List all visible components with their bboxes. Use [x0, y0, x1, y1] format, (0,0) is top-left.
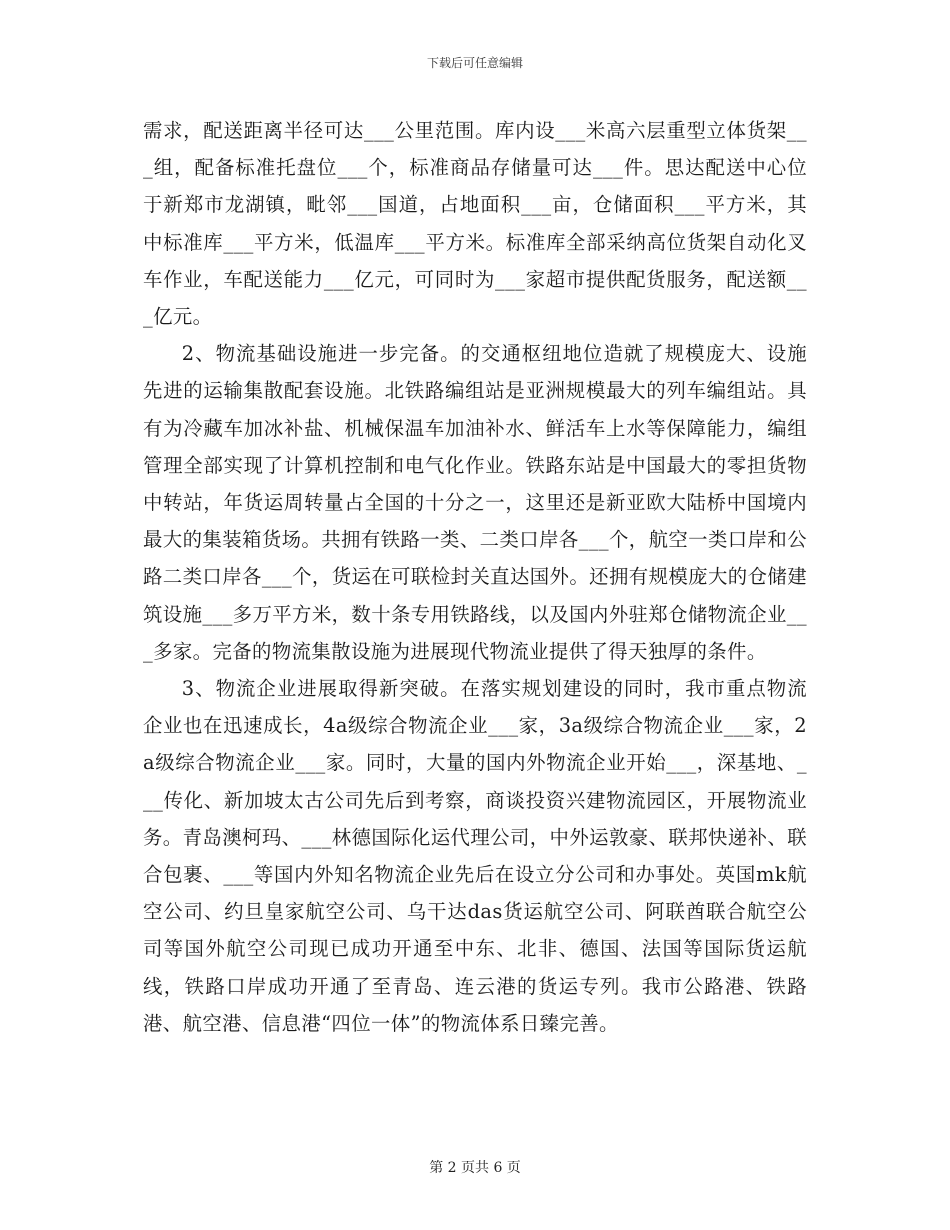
page-number-footer: 第 2 页共 6 页 — [429, 1160, 521, 1176]
paragraph-delivery-center: 需求，配送距离半径可达___公里范围。库内设___米高六层重型立体货架___组，配备标准托盘位___个，标准商品存储量可达___件。思达配送中心位于新郑市龙湖镇，毗邻___国道，占地面积___亩，仓储面积___平方米，其中标准库___平方米，低温库___平方米。标准库全部采纳高位货架自动化叉车作业，车配送能力___亿元，可同时为___家超市提供配货服务，配送额___亿元。 — [143, 119, 807, 329]
document-body — [143, 112, 807, 1042]
paragraph-infrastructure: 2、物流基础设施进一步完备。的交通枢纽地位造就了规模庞大、设施先进的运输集散配套设施。北铁路编组站是亚洲规模最大的列车编组站。具有为冷藏车加冰补盐、机械保温车加油补水、鲜活车上水等保障能力，编组管理全部实现了计算机控制和电气化作业。铁路东站是中国最大的零担货物中转站，年货运周转量占全国的十分之一，这里还是新亚欧大陆桥中国境内最大的集装箱货场。共拥有铁路一类、二类口岸各___个，航空一类口岸和公路二类口岸各___个，货运在可联检封关直达国外。还拥有规模庞大的仓储建筑设施___多万平方米，数十条专用铁路线，以及国内外驻郑仓储物流企业___多家。完备的物流集散设施为进展现代物流业提供了得天独厚的条件。 — [143, 342, 807, 663]
page-header: 下载后可任意编辑 — [426, 56, 523, 70]
paragraph-enterprises: 3、物流企业进展取得新突破。在落实规划建设的同时，我市重点物流企业也在迅速成长，4a级综合物流企业___家，3a级综合物流企业___家，2a级综合物流企业___家。同时，大量的国内外物流企业开始___，深基地、___传化、新加坡太古公司先后到考察，商谈投资兴建物流园区，开展物流业务。青岛澳柯玛、___林德国际化运代理公司，中外运敦豪、联邦快递补、联合包裹、___等国内外知名物流企业先后在设立分公司和办事处。英国mk航空公司、约旦皇家航空公司、乌干达das货运航空公司、阿联酋联合航空公司等国外航空公司现已成功开通至中东、北非、德国、法国等国际货运航线，铁路口岸成功开通了至青岛、连云港的货运专列。我市公路港、铁路港、航空港、信息港“四位一体”的物流体系日臻完善。 — [143, 677, 807, 1035]
